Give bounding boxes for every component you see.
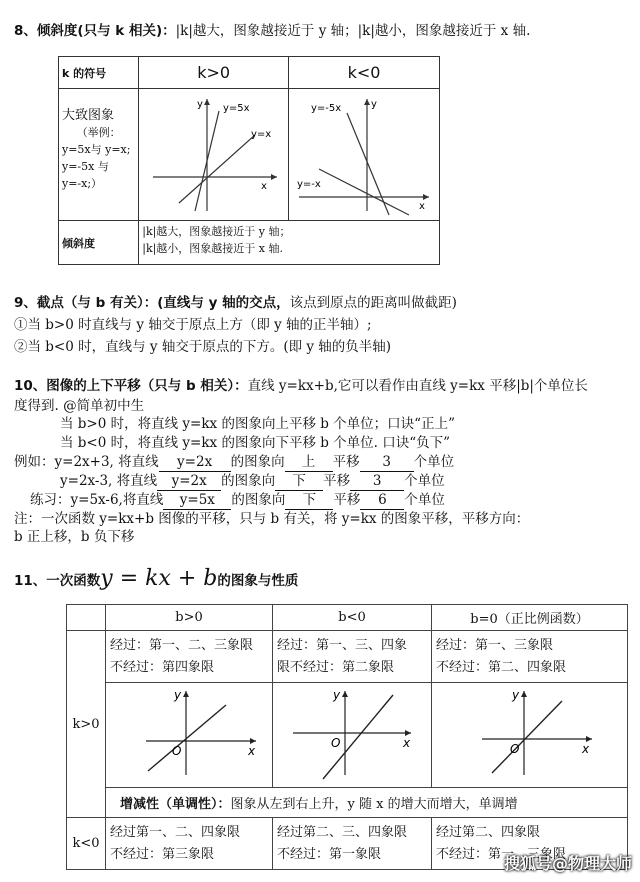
ex2-mid: 的图象向	[221, 473, 276, 489]
s10-text2: 度得到. @简单初中生	[14, 398, 145, 414]
t2-kneg: k<0	[67, 818, 106, 870]
y-label: y	[174, 688, 182, 702]
t2-graph1-cell	[106, 683, 273, 788]
x-axis-label: x	[419, 201, 425, 212]
y-arrow	[204, 99, 210, 105]
s9-heading: 9、截点（与 b 有关）：(直线与 y 轴的交点，	[14, 295, 290, 311]
t2-n2	[273, 818, 432, 870]
t2-p2b: 限不经过：第二象限	[277, 659, 395, 675]
s10-heading: 10、图像的上下平移（只与 b 相关）：	[14, 378, 248, 394]
s9-l2: ②当 b<0 时，直线与 y 轴交于原点的下方。(即 y 轴的负半轴)	[14, 339, 392, 355]
line-graph	[148, 705, 226, 771]
t2-n3b: 不经过：第一、三象限	[436, 846, 567, 862]
line-neg5x	[347, 113, 389, 215]
t2-n1a: 经过第一、二、四象限	[110, 824, 241, 840]
t1-slope-label: 倾斜度	[59, 221, 139, 265]
properties-table	[66, 604, 628, 870]
t2-mono-text: 图象从左到右上升，y 随 x 的增大而增大，单调增	[230, 797, 518, 812]
t2-n1b: 不经过：第三象限	[110, 846, 215, 862]
t2-n2b: 不经过：第一象限	[277, 846, 382, 862]
ex1-mid: 的图象向	[230, 454, 285, 470]
t1-ex-l4: y=-x;）	[62, 177, 103, 190]
s8-heading: 8、倾斜度(只与 k 相关)：	[14, 23, 176, 39]
watermark: 搜狐号@物理大师	[503, 854, 632, 873]
t2-p3b: 不经过：第二、四象限	[436, 659, 567, 675]
y-label: y	[333, 688, 341, 702]
s11-title	[14, 566, 298, 591]
s10-text1: 直线 y=kx+b,它可以看作由直线 y=kx 平移|b|个单位长	[247, 378, 588, 394]
t2-p3a: 经过：第一、三象限	[436, 637, 554, 653]
t1-graph-kpos	[139, 89, 289, 221]
t1-header-kpos: k>0	[139, 57, 289, 89]
s11-heading-pre: 11、一次函数	[14, 573, 101, 589]
ex1-pre: 例如：y=2x+3, 将直线	[14, 454, 159, 470]
t1-ex-l2: y=5x与 y=x;	[62, 143, 131, 156]
graph-kpos	[139, 89, 282, 217]
s10-ex1	[14, 453, 454, 472]
graph-bneg	[273, 683, 423, 783]
t1-slope-l1: |k|越大，图象越接近于 y 轴；	[142, 225, 291, 238]
line-graph	[492, 701, 562, 773]
ex3-b: 下	[285, 491, 333, 510]
s8-text: |k|越大，图象越接近于 y 轴；|k|越小，图象越接近于 x 轴.	[175, 23, 531, 39]
t2-kpos: k>0	[67, 631, 106, 818]
line-x	[179, 135, 255, 203]
t1-slope-l2: |k|越小，图象越接近于 x 轴.	[142, 242, 284, 255]
t1-header-sign: k 的符号	[59, 57, 139, 89]
y-arrow	[521, 691, 527, 697]
t2-n2a: 经过第二、三、四象限	[277, 824, 408, 840]
label-neg5x: y=-5x	[311, 103, 342, 114]
t1-header-kneg: k<0	[289, 57, 440, 89]
s11-heading-post: 的图象与性质	[217, 573, 299, 589]
t1-example-cell	[59, 89, 139, 221]
x-label: x	[403, 736, 411, 750]
t1-ex-l1: （举例：	[76, 126, 121, 139]
label-x: y=x	[251, 129, 272, 140]
x-label: x	[582, 742, 590, 756]
origin-label: O	[331, 736, 341, 750]
y-arrow	[183, 691, 189, 697]
ex3-post: 个单位	[404, 492, 445, 508]
t2-p2a: 经过：第一、三、四象	[277, 637, 408, 653]
t1-ex-l0: 大致图象	[62, 108, 115, 123]
t2-p1a: 经过：第一、二、三象限	[110, 637, 254, 653]
ex2-mid2: 平移	[323, 473, 351, 489]
x-arrow	[423, 194, 429, 200]
ex2-a: y=2x	[157, 472, 221, 491]
s11-formula: y = kx + b	[100, 566, 218, 591]
t1-ex-l3: y=-5x 与	[62, 160, 109, 173]
y-arrow	[342, 691, 348, 697]
ex1-a: y=2x	[159, 453, 231, 472]
label-5x: y=5x	[223, 103, 250, 114]
slope-table	[58, 56, 440, 265]
s10-title	[14, 377, 588, 395]
s9-l1: ①当 b>0 时直线与 y 轴交于原点上方（即 y 轴的正半轴）;	[14, 317, 372, 333]
graph-kneg	[289, 89, 439, 217]
label-negx: y=-x	[297, 179, 321, 190]
t2-h-bneg: b<0	[273, 605, 432, 631]
x-axis-label: x	[261, 181, 268, 192]
t2-monotonic	[106, 788, 628, 818]
s10-ex3	[30, 491, 445, 510]
s8-line	[14, 22, 530, 40]
ex1-b: 上	[285, 453, 333, 472]
x-arrow	[271, 174, 277, 180]
x-label: x	[248, 744, 256, 758]
s9-text: 该点到原点的距离叫做截距)	[289, 295, 457, 311]
ex2-post: 个单位	[404, 473, 445, 489]
t2-p1	[106, 631, 273, 683]
t2-n1	[106, 818, 273, 870]
origin-label: O	[172, 744, 182, 758]
line-negx	[319, 169, 409, 215]
t2-corner	[67, 605, 106, 631]
y-label: y	[512, 688, 520, 702]
ex3-mid2: 平移	[333, 492, 361, 508]
t2-n3a: 经过第二、四象限	[436, 824, 541, 840]
t2-graph3-cell	[432, 683, 628, 788]
ex2-c: 3	[350, 472, 404, 491]
t2-p3	[432, 631, 628, 683]
t2-h-bzero: b=0（正比例函数）	[432, 605, 628, 631]
s10-note1: 注：一次函数 y=kx+b 图像的平移，只与 b 有关，将 y=kx 的图象平移，平移方向：	[14, 511, 530, 527]
s9-title	[14, 294, 457, 312]
t2-graph2-cell	[273, 683, 432, 788]
t2-p1b: 不经过：第四象限	[110, 659, 215, 675]
graph-bzero	[432, 683, 622, 783]
ex3-a: y=5x	[163, 491, 231, 510]
ex1-post: 个单位	[413, 454, 455, 470]
ex3-mid: 的图象向	[231, 492, 286, 508]
ex1-c: 3	[360, 453, 414, 472]
t2-p2	[273, 631, 432, 683]
t1-graph-kneg	[289, 89, 440, 221]
s10-l1: 当 b>0 时，将直线 y=kx 的图象向上平移 b 个单位；口诀“正上”	[60, 416, 455, 432]
t2-mono-label: 增减性（单调性）：	[120, 797, 231, 812]
t1-slope-text	[139, 221, 440, 265]
ex2-pre: y=2x-3, 将直线	[60, 473, 158, 489]
s10-l2: 当 b<0 时，将直线 y=kx 的图象向下平移 b 个单位. 口诀“负下”	[60, 435, 451, 451]
y-arrow	[364, 99, 370, 105]
ex2-b: 下	[275, 472, 323, 491]
y-axis-label: y	[371, 99, 377, 110]
ex3-c: 6	[360, 491, 404, 510]
s10-ex2	[60, 472, 445, 491]
graph-bpos	[106, 683, 264, 783]
y-axis-label: y	[197, 99, 204, 110]
origin-label: O	[510, 742, 520, 756]
ex3-pre: 练习：y=5x-6,将直线	[30, 492, 164, 508]
t2-h-bpos: b>0	[106, 605, 273, 631]
ex1-mid2: 平移	[332, 454, 360, 470]
s10-note2: b 正上移，b 负下移	[14, 529, 135, 545]
